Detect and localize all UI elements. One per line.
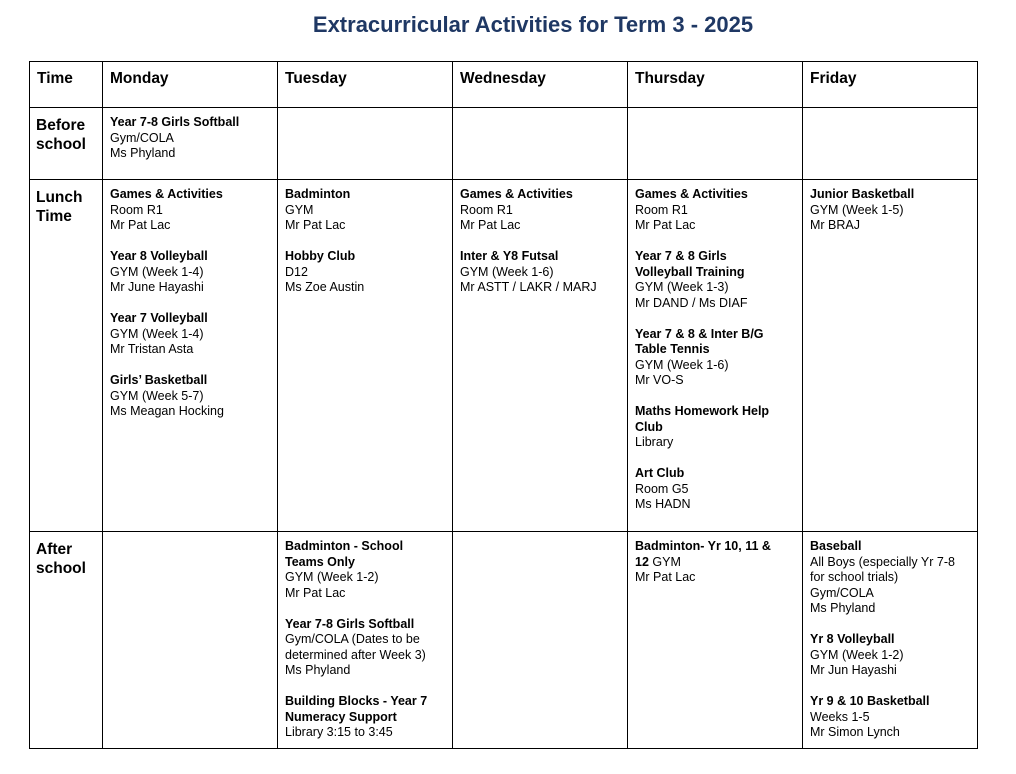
activity-detail: Room R1 — [460, 202, 513, 217]
activity-name-text: Year 7 Volleyball — [110, 311, 208, 325]
activity-detail: Ms Zoe Austin — [285, 280, 365, 294]
time-slot-line: After — [36, 541, 73, 558]
activity-detail: Mr Pat Lac — [285, 585, 346, 600]
activity — [810, 539, 973, 617]
activity-name-text: Art Club — [635, 466, 685, 480]
cell-wednesday — [453, 108, 628, 180]
activity — [285, 539, 448, 601]
activity-detail: Mr ASTT / LAKR / MARJ — [460, 280, 597, 294]
activity-detail: GYM — [285, 202, 314, 217]
activity-name-text: Games & Activities — [635, 187, 748, 201]
header-friday: Friday — [803, 62, 978, 108]
header-thursday: Thursday — [628, 62, 803, 108]
activity-name-text: Badminton- Yr 10, 11 & — [635, 539, 771, 553]
activity-detail: GYM (Week 1-4) — [110, 264, 204, 279]
activity-name-text: Teams Only — [285, 554, 355, 569]
time-slot-label — [30, 180, 103, 532]
activity — [285, 249, 448, 296]
cell-friday — [803, 108, 978, 180]
cell-thursday — [628, 108, 803, 180]
time-slot-line: Lunch — [36, 189, 83, 206]
cell-friday — [803, 180, 978, 532]
row-after-school — [30, 532, 978, 749]
activity-detail: Ms Phyland — [110, 146, 176, 160]
activity-name — [635, 249, 798, 265]
activity — [110, 187, 273, 234]
activity — [635, 404, 798, 451]
activity-detail: GYM (Week 5-7) — [110, 388, 204, 403]
activity-name-text: Volleyball Training — [635, 264, 745, 279]
page-title: Extracurricular Activities for Term 3 - 2025 — [312, 12, 754, 37]
activity-detail: Mr Jun Hayashi — [810, 663, 897, 677]
activity-name-text: Junior Basketball — [810, 187, 915, 201]
activity — [460, 249, 623, 296]
activity-name-text: Girls’ Basketball — [110, 373, 208, 387]
activity-name — [285, 710, 448, 726]
activity-detail: for school trials) — [810, 570, 899, 584]
activity-detail: Ms Phyland — [285, 663, 351, 677]
cell-tuesday — [278, 532, 453, 749]
activity — [285, 617, 448, 679]
activity-name-text: Club — [635, 419, 663, 434]
activity-detail: GYM (Week 1-6) — [635, 357, 729, 372]
activity-detail: Weeks 1-5 — [810, 709, 870, 724]
activity-name — [110, 115, 273, 131]
activity-name-text: Inter & Y8 Futsal — [460, 249, 559, 263]
activity-name-text: Games & Activities — [110, 187, 223, 201]
activity — [460, 187, 623, 234]
cell-tuesday — [278, 108, 453, 180]
activity-name-text: Hobby Club — [285, 249, 356, 263]
activity-name-text: Badminton - School — [285, 539, 404, 553]
activity-name-text: Year 7-8 Girls Softball — [285, 616, 415, 631]
activity-name — [810, 632, 973, 648]
activity-detail: Mr Tristan Asta — [110, 342, 194, 356]
activity-detail: Mr VO-S — [635, 373, 684, 387]
activity-name — [635, 265, 798, 281]
activity-name — [810, 539, 973, 555]
activity-name — [285, 187, 448, 203]
time-slot-label — [30, 532, 103, 749]
activities-table — [29, 61, 978, 749]
activity — [285, 694, 448, 741]
activity-name — [635, 466, 798, 482]
activity-detail: GYM (Week 1-2) — [810, 647, 904, 662]
activity-location: GYM — [652, 554, 681, 569]
activity-detail: Library 3:15 to 3:45 — [285, 725, 393, 739]
header-monday: Monday — [103, 62, 278, 108]
header-tuesday: Tuesday — [278, 62, 453, 108]
cell-thursday — [628, 180, 803, 532]
activity — [635, 187, 798, 234]
activity-detail: Mr Simon Lynch — [810, 725, 900, 739]
cell-monday — [103, 180, 278, 532]
activity-detail: Library — [635, 435, 674, 449]
cell-tuesday — [278, 180, 453, 532]
activity-detail: Gym/COLA (Dates to be — [285, 632, 420, 646]
cell-wednesday — [453, 180, 628, 532]
activity-detail: Mr DAND / Ms DIAF — [635, 295, 748, 310]
activity — [810, 632, 973, 679]
activity — [635, 327, 798, 389]
activity-name — [110, 187, 273, 203]
activity — [110, 373, 273, 420]
activity-detail: GYM (Week 1-3) — [635, 280, 729, 294]
cell-wednesday — [453, 532, 628, 749]
activity-name — [110, 249, 273, 265]
header-wednesday: Wednesday — [453, 62, 628, 108]
activity-detail: Mr Pat Lac — [635, 570, 696, 584]
activity — [635, 249, 798, 311]
activity-detail: Mr Pat Lac — [285, 218, 346, 232]
time-slot-line: Time — [36, 208, 72, 225]
activity-name-text: Table Tennis — [635, 342, 710, 356]
header-row — [30, 62, 978, 108]
time-slot-line: Before — [36, 117, 86, 134]
activity-name-text: Building Blocks - Year 7 — [285, 694, 428, 708]
activity — [110, 115, 273, 162]
activity-name-text: Year 7-8 Girls Softball — [110, 115, 240, 129]
activity-name — [460, 249, 623, 265]
activity-name — [285, 555, 448, 571]
cell-monday — [103, 108, 278, 180]
activity-detail: Mr Pat Lac — [635, 218, 696, 232]
activity-name — [635, 555, 798, 571]
activity-name — [635, 327, 798, 343]
activity-detail: Room G5 — [635, 481, 689, 496]
activity-name-text: Year 7 & 8 Girls — [635, 249, 727, 263]
row-before-school — [30, 108, 978, 180]
activity-detail: determined after Week 3) — [285, 647, 426, 662]
activity-detail: Mr June Hayashi — [110, 280, 204, 294]
activity — [810, 694, 973, 741]
activity-name — [810, 187, 973, 203]
activity-detail: Ms Phyland — [810, 601, 876, 615]
activity-name — [285, 617, 448, 633]
activity-name — [635, 342, 798, 358]
activity — [635, 466, 798, 513]
activity-name-text: 12 — [635, 554, 649, 569]
activity-detail: Ms HADN — [635, 497, 691, 511]
activity-name — [110, 373, 273, 389]
activity-detail: Gym/COLA — [810, 585, 874, 600]
activity-name-text: Maths Homework Help — [635, 404, 770, 418]
header-time: Time — [30, 62, 103, 108]
activity-detail: GYM (Week 1-2) — [285, 570, 379, 584]
row-lunch-time — [30, 180, 978, 532]
activity — [810, 187, 973, 234]
activity-detail: Mr Pat Lac — [460, 218, 521, 232]
activity — [635, 539, 798, 586]
time-slot-label — [30, 108, 103, 180]
activity-name — [635, 187, 798, 203]
activity-name-text: Numeracy Support — [285, 709, 397, 724]
activity-name — [285, 249, 448, 265]
activity-name — [285, 694, 448, 710]
activity-detail: D12 — [285, 264, 308, 279]
activity-name-text: Year 8 Volleyball — [110, 249, 208, 263]
activity-detail: Ms Meagan Hocking — [110, 404, 224, 418]
activity-name — [635, 420, 798, 436]
cell-friday — [803, 532, 978, 749]
activity-name-text: Yr 8 Volleyball — [810, 632, 895, 646]
activity — [110, 311, 273, 358]
activity-name — [635, 539, 798, 555]
cell-monday — [103, 532, 278, 749]
time-slot-line: school — [36, 136, 86, 153]
activity-detail: Gym/COLA — [110, 130, 174, 145]
cell-thursday — [628, 532, 803, 749]
activity-detail: Mr BRAJ — [810, 218, 860, 232]
activity-detail: Mr Pat Lac — [110, 218, 171, 232]
activity-name-text: Badminton — [285, 187, 351, 201]
activity-detail: All Boys (especially Yr 7-8 — [810, 554, 955, 569]
activity-name-text: Yr 9 & 10 Basketball — [810, 694, 930, 708]
activity-name-text: Baseball — [810, 539, 862, 553]
activity — [110, 249, 273, 296]
activity-detail: Room R1 — [110, 202, 163, 217]
activity-detail: GYM (Week 1-6) — [460, 264, 554, 279]
activity-name — [460, 187, 623, 203]
activity-name-text: Games & Activities — [460, 187, 573, 201]
activity-detail: GYM (Week 1-4) — [110, 326, 204, 341]
activity-name — [635, 404, 798, 420]
activity-name — [110, 311, 273, 327]
time-slot-line: school — [36, 560, 86, 577]
activity-name — [810, 694, 973, 710]
activity-name-text: Year 7 & 8 & Inter B/G — [635, 326, 764, 341]
activity-name — [285, 539, 448, 555]
activity — [285, 187, 448, 234]
activity-detail: Room R1 — [635, 202, 688, 217]
activity-detail: GYM (Week 1-5) — [810, 202, 904, 217]
